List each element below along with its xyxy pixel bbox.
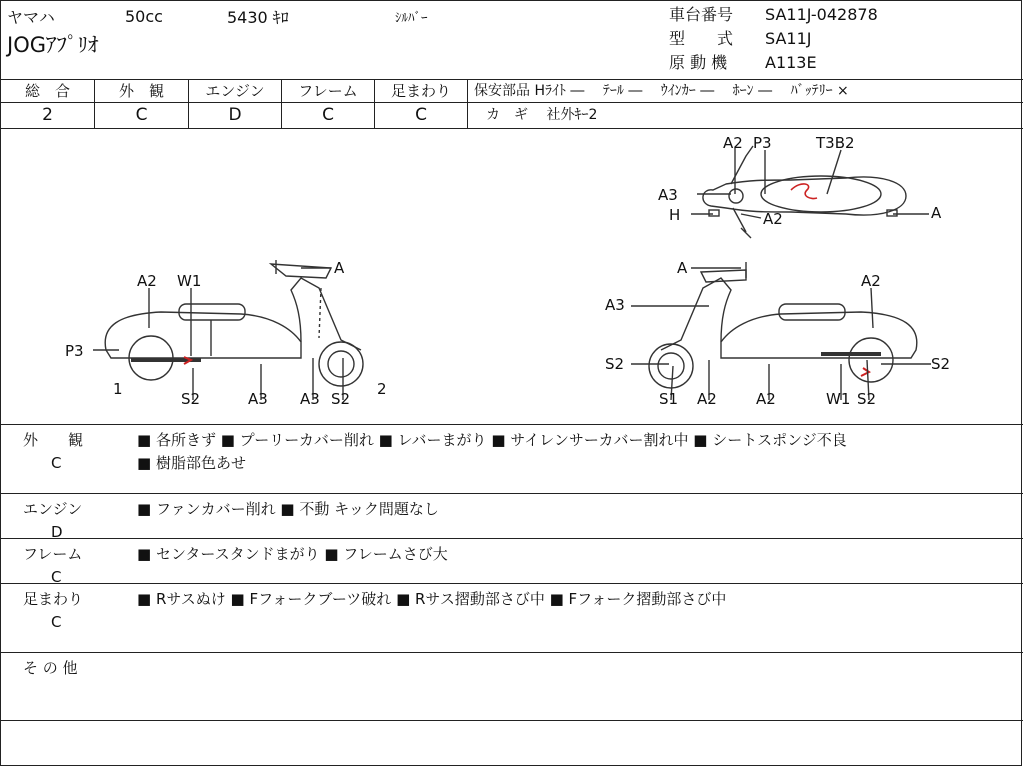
frame-number-label: 車台番号 bbox=[669, 5, 734, 24]
code-label: 1 bbox=[113, 380, 123, 398]
code-label: 2 bbox=[377, 380, 387, 398]
code-label: A3 bbox=[658, 186, 678, 204]
code-label: S1 bbox=[659, 390, 679, 408]
grade-label: 総 合 bbox=[1, 80, 94, 103]
displacement: 50cc bbox=[125, 6, 163, 26]
code-label: T3B2 bbox=[816, 134, 855, 152]
model-type-label: 型 式 bbox=[669, 29, 734, 48]
grade-label: 外 観 bbox=[95, 80, 188, 103]
code-label: H bbox=[669, 206, 681, 224]
grade-value: 2 bbox=[42, 105, 53, 125]
code-label: S2 bbox=[331, 390, 351, 408]
section-frame bbox=[1, 539, 1023, 584]
code-label: W1 bbox=[177, 272, 202, 290]
code-label: S2 bbox=[181, 390, 201, 408]
code-label: A2 bbox=[861, 272, 881, 290]
code-label: P3 bbox=[65, 342, 84, 360]
code-label: A2 bbox=[763, 210, 783, 228]
grade-value: C bbox=[322, 105, 334, 125]
code-label: A2 bbox=[723, 134, 743, 152]
section-appearance bbox=[1, 425, 1023, 494]
keys-line: カ ギ 社外ｷｰ2 bbox=[486, 107, 598, 123]
comment-line: ■ 樹脂部色あせ bbox=[137, 454, 246, 472]
section-suspension bbox=[1, 584, 1023, 653]
safety-parts bbox=[468, 80, 1023, 128]
model-type: SA11J bbox=[765, 29, 812, 48]
code-label: S2 bbox=[857, 390, 877, 408]
damage-diagram bbox=[1, 128, 1023, 425]
section-grade: C bbox=[51, 568, 62, 586]
damage-codes bbox=[65, 134, 950, 408]
section-engine bbox=[1, 494, 1023, 539]
section-grade: C bbox=[51, 613, 62, 631]
comment-line: ■ ファンカバー削れ ■ 不動 キック問題なし bbox=[137, 500, 439, 518]
engine-type: A113E bbox=[765, 53, 817, 72]
grade-label: 足まわり bbox=[375, 80, 467, 103]
vehicle-ids bbox=[669, 3, 878, 75]
maker: ヤマハ bbox=[7, 7, 55, 27]
code-label: A bbox=[931, 204, 942, 222]
comment-line: ■ センタースタンドまがり ■ フレームさび大 bbox=[137, 545, 448, 563]
code-label: A2 bbox=[697, 390, 717, 408]
grade-label: エンジン bbox=[189, 80, 281, 103]
code-label: W1 bbox=[826, 390, 851, 408]
leader-lines bbox=[93, 148, 931, 400]
code-label: S2 bbox=[605, 355, 625, 373]
section-grade: C bbox=[51, 454, 62, 472]
grade-suspension bbox=[375, 80, 468, 128]
vehicle-header bbox=[7, 5, 657, 59]
code-label: A2 bbox=[137, 272, 157, 290]
comment-line: ■ Rサスぬけ ■ Fフォークブーツ破れ ■ Rサス摺動部さび中 ■ Fフォーク摺動部さび中 bbox=[137, 590, 727, 608]
section-label: 足まわり bbox=[23, 590, 84, 608]
engine-type-label: 原 動 機 bbox=[669, 53, 728, 72]
frame-number: SA11J-042878 bbox=[765, 5, 878, 24]
code-label: S2 bbox=[931, 355, 951, 373]
code-label: P3 bbox=[753, 134, 772, 152]
code-label: A bbox=[677, 259, 688, 277]
code-label: A3 bbox=[300, 390, 320, 408]
code-label: A bbox=[334, 259, 345, 277]
section-label: そ の 他 bbox=[23, 659, 78, 677]
grade-value: C bbox=[415, 105, 427, 125]
code-label: A3 bbox=[248, 390, 268, 408]
model-name: JOGｱﾌﾟﾘｵ bbox=[7, 33, 99, 57]
code-label: A2 bbox=[756, 390, 776, 408]
color: ｼﾙﾊﾞｰ bbox=[395, 10, 428, 26]
section-other bbox=[1, 653, 1023, 721]
grade-value: D bbox=[228, 105, 242, 125]
grade-value: C bbox=[135, 105, 148, 125]
section-label: 外 観 bbox=[23, 431, 84, 449]
scooter-top-view bbox=[703, 146, 906, 238]
scooter-diagrams bbox=[1, 128, 1023, 424]
grade-overall bbox=[1, 80, 95, 128]
code-label: A3 bbox=[605, 296, 625, 314]
section-label: フレーム bbox=[23, 545, 83, 563]
section-grade: D bbox=[51, 523, 63, 541]
comment-line: ■ 各所きず ■ プーリーカバー削れ ■ レバーまがり ■ サイレンサーカバー割れ中 ■ シートスポンジ不良 bbox=[137, 431, 847, 449]
grade-engine bbox=[189, 80, 282, 128]
grades-row bbox=[1, 79, 1023, 129]
section-label: エンジン bbox=[23, 500, 83, 518]
grade-frame bbox=[282, 80, 375, 128]
safety-parts-line: 保安部品 Hﾗｲﾄ ― ﾃｰﾙ ― ｳｲﾝｶｰ ― ﾎｰﾝ ― ﾊﾞｯﾃﾘｰ × bbox=[468, 80, 1023, 103]
mileage: 5430 ｷﾛ bbox=[227, 7, 289, 27]
grade-appearance bbox=[95, 80, 189, 128]
grade-label: フレーム bbox=[282, 80, 374, 103]
